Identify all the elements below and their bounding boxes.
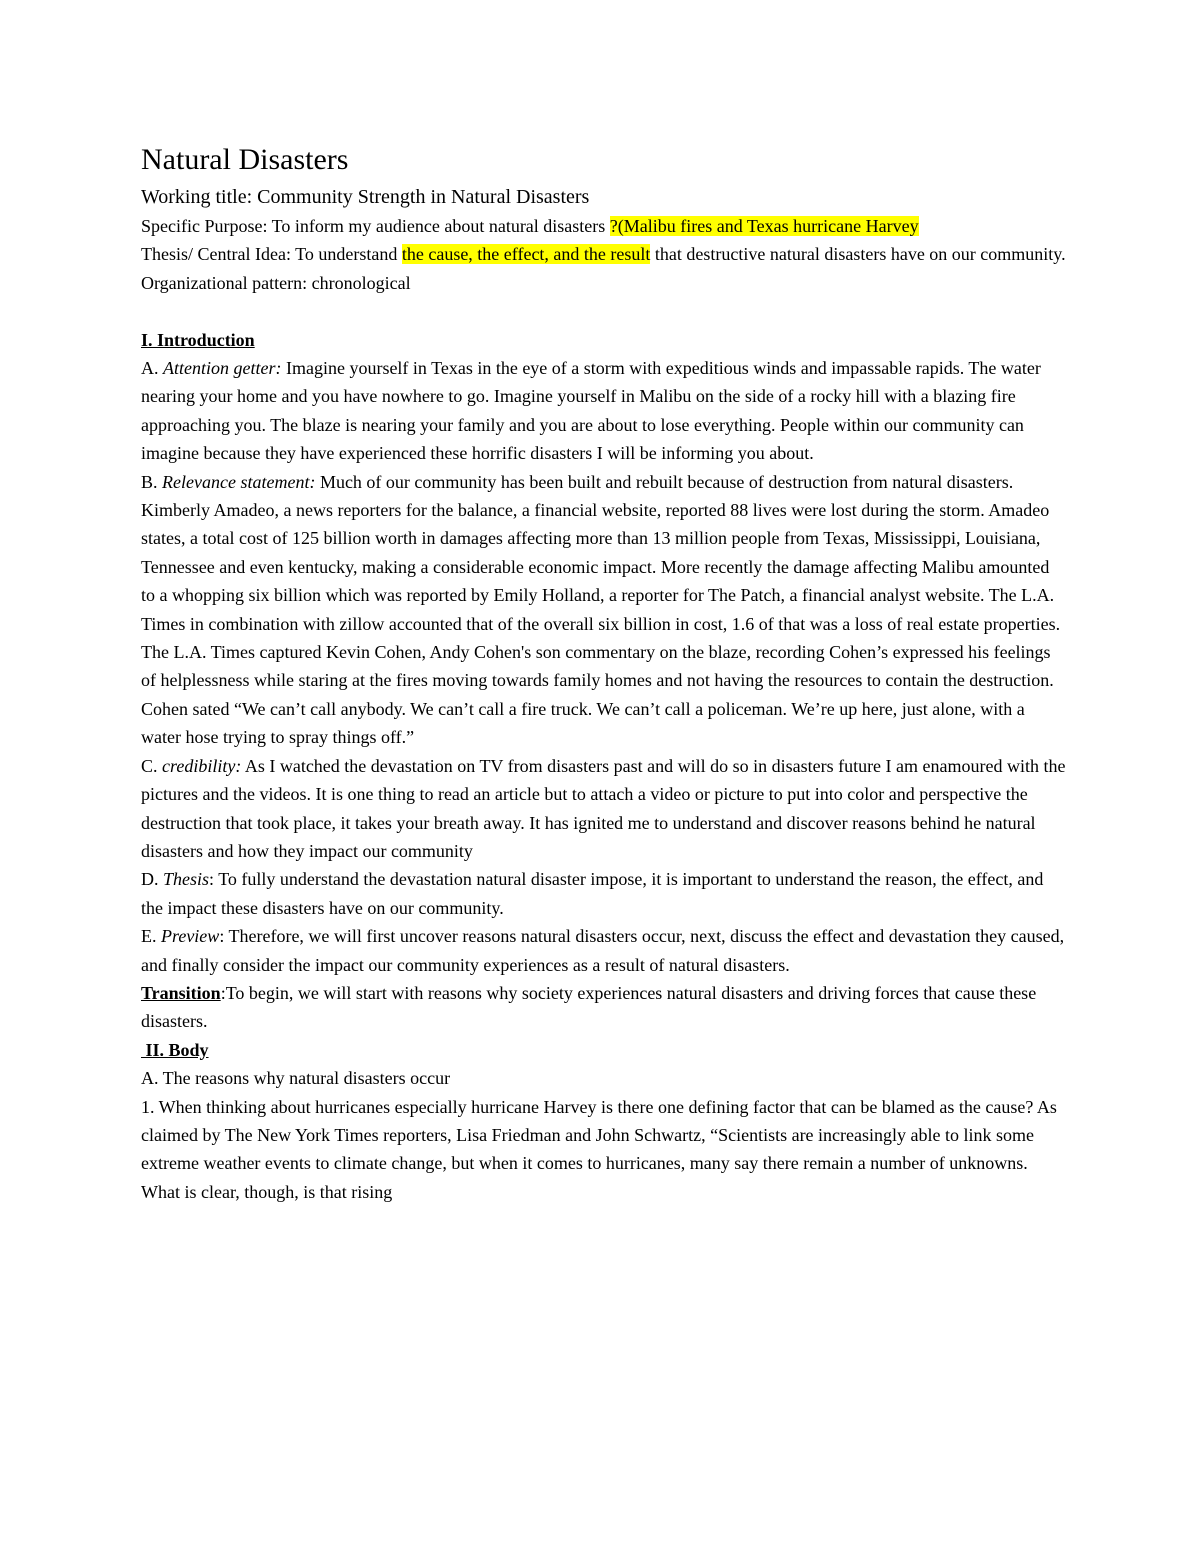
- intro-item-c: [141, 752, 1066, 866]
- intro-c-label: credibility:: [162, 755, 242, 776]
- intro-c-prefix: C.: [141, 755, 163, 776]
- intro-item-b: [141, 468, 1066, 752]
- document-title: Natural Disasters: [141, 143, 349, 176]
- intro-b-label: Relevance statement:: [162, 471, 316, 492]
- intro-c-text: As I watched the devastation on TV from disasters past and will do so in disasters future I am enamoured with the pictures and the videos. It is one thing to read an article but to attach a video or picture to put into color and perspective the destruction that took place, it takes your breath away. It has ignited me to understand and discover reasons behind he natural disasters and how they impact our community: [141, 755, 1066, 861]
- thesis-before: Thesis/ Central Idea: To understand: [141, 244, 402, 265]
- organizational-pattern: Organizational pattern: chronological: [141, 272, 411, 293]
- intro-item-a: [141, 354, 1066, 468]
- document-body: [141, 138, 1066, 1206]
- specific-purpose-text: Specific Purpose: To inform my audience about natural disasters: [141, 216, 610, 236]
- intro-a-prefix: A.: [141, 358, 163, 379]
- intro-e-label: Preview: [161, 926, 220, 947]
- thesis-central-idea: [141, 240, 1066, 268]
- intro-item-e: [141, 922, 1066, 979]
- body-heading: II. Body: [141, 1039, 209, 1060]
- transition: [141, 979, 1066, 1036]
- intro-a-label: Attention getter:: [163, 358, 282, 379]
- intro-d-label: Thesis: [163, 869, 210, 890]
- intro-e-prefix: E.: [141, 926, 161, 947]
- working-title: Working title: Community Strength in Natural Disasters: [141, 186, 590, 208]
- transition-text: :To begin, we will start with reasons why society experiences natural disasters and driving forces that cause these disasters.: [141, 982, 1037, 1032]
- intro-a-text: Imagine yourself in Texas in the eye of a storm with expeditious winds and impassable rapids. The water nearing your home and you have nowhere to go. Imagine yourself in Malibu on the side of a rocky hill with a blazing fire approaching you. The blaze is nearing your family and you are about to lose everything. People within our community can imagine because they have experienced these horrific disasters I will be informing you about.: [141, 358, 1041, 464]
- transition-label: Transition: [141, 982, 221, 1003]
- blank-line: [141, 297, 1066, 325]
- specific-purpose: [141, 212, 1066, 240]
- thesis-highlight: the cause, the effect, and the result: [401, 244, 651, 265]
- intro-item-d: [141, 865, 1066, 922]
- specific-purpose-highlight: ?(Malibu fires and Texas hurricane Harvey: [609, 216, 919, 236]
- intro-d-prefix: D.: [141, 869, 163, 890]
- body-item-a: A. The reasons why natural disasters occur: [141, 1068, 451, 1089]
- intro-b-prefix: B.: [141, 471, 163, 492]
- thesis-after: that destructive natural disasters have on our community.: [650, 244, 1066, 265]
- body-item-1: 1. When thinking about hurricanes especially hurricane Harvey is there one defining factor that can be blamed as the cause? As claimed by The New York Times reporters, Lisa Friedman and John Schwartz, “Scientists are increasingly able to link some extreme weather events to climate change, but when it comes to hurricanes, many say there remain a number of unknowns. What is clear, though, is that rising: [141, 1096, 1057, 1202]
- intro-d-text: : To fully understand the devastation natural disaster impose, it is important to understand the reason, the effect, and the impact these disasters have on our community.: [141, 869, 1044, 918]
- intro-b-text: Much of our community has been built and rebuilt because of destruction from natural disasters. Kimberly Amadeo, a news reporters for the balance, a financial website, reported 88 lives were lost during the storm. Amadeo states, a total cost of 125 billion worth in damages affecting more than 13 million people from Texas, Mississippi, Louisiana, Tennessee and even kentucky, making a considerable economic impact. More recently the damage affecting Malibu amounted to a whopping six billion which was reported by Emily Holland, a reporter for The Patch, a financial analyst website. The L.A. Times in combination with zillow accounted that of the overall six billion in cost, 1.6 of that was a loss of real estate properties. The L.A. Times captured Kevin Cohen, Andy Cohen's son commentary on the blaze, recording Cohen’s expressed his feelings of helplessness while staring at the fires moving towards family homes and not having the resources to contain the destruction. Cohen sated “We can’t call anybody. We can’t call a fire truck. We can’t call a policeman. We’re up here, just alone, with a water hose trying to spray things off.”: [141, 471, 1061, 748]
- intro-e-text: : Therefore, we will first uncover reasons natural disasters occur, next, discuss the effect and devastation they caused, and finally consider the impact our community experiences as a result of natural disasters.: [141, 926, 1065, 975]
- intro-heading: I. Introduction: [141, 329, 255, 350]
